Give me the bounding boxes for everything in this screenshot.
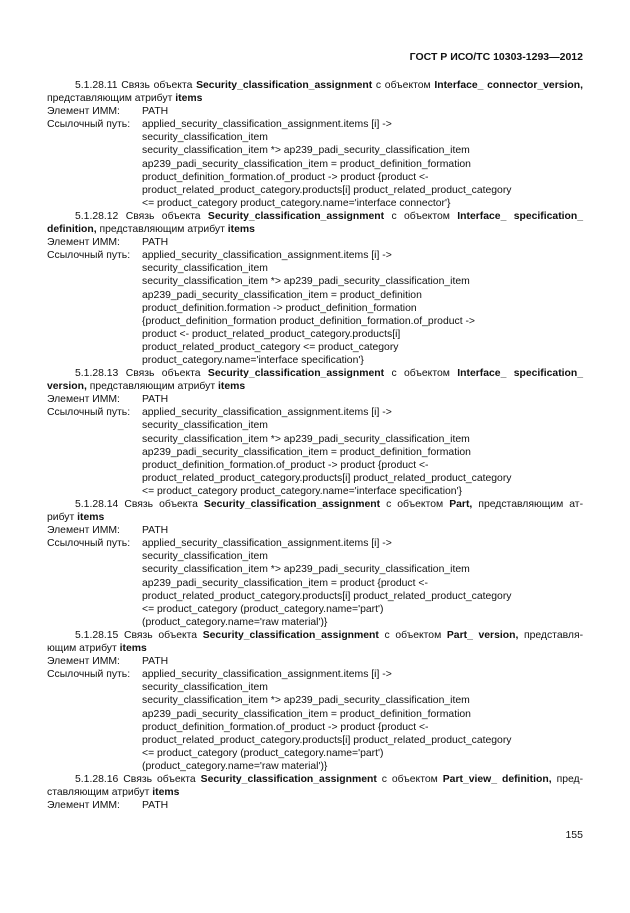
clause-text: Связь объекта bbox=[123, 629, 198, 641]
clause-number: 5.1.28.14 bbox=[75, 499, 119, 510]
clause-text: с объектом bbox=[391, 210, 450, 222]
path-line: ap239_padi_security_classification_item = product_definition_formation bbox=[142, 708, 471, 720]
clause-text: Связь объекта bbox=[125, 368, 201, 380]
clause-heading bbox=[47, 629, 583, 655]
element-label: Элемент ИММ: bbox=[47, 800, 120, 812]
path-label: Ссылочный путь: bbox=[47, 407, 131, 419]
clause-text: Связь объекта bbox=[125, 210, 201, 222]
path-line: applied_security_classification_assignment.items [i] -> bbox=[142, 407, 392, 419]
path-row bbox=[47, 406, 583, 419]
clause-text: Связь объекта bbox=[121, 80, 193, 91]
target-entity-name: Interface_ specification_ bbox=[457, 368, 584, 380]
path-line: security_classification_item *> ap239_padi_security_classification_item bbox=[142, 433, 470, 445]
target-entity-name: Interface_ connector_version, bbox=[434, 80, 583, 91]
path-line: applied_security_classification_assignment.items [i] -> bbox=[142, 669, 392, 681]
target-entity-name: Part_view_ definition, bbox=[442, 773, 552, 785]
target-entity-name: Interface_ specification_ bbox=[457, 210, 584, 222]
element-value: PATH bbox=[142, 394, 169, 406]
attribute-name: items bbox=[77, 512, 105, 524]
path-line: ap239_padi_security_classification_item = product {product <- bbox=[142, 577, 428, 589]
document-body bbox=[47, 79, 583, 812]
clause-text: представляющим атрибут bbox=[47, 93, 173, 105]
clause-5-1-28-16 bbox=[47, 773, 583, 812]
path-line: product_related_product_category <= product_category bbox=[142, 341, 399, 353]
path-line: applied_security_classification_assignment.items [i] -> bbox=[142, 538, 392, 550]
clause-text: ющим атрибут bbox=[47, 643, 117, 655]
path-label: Ссылочный путь: bbox=[47, 669, 131, 681]
path-line: security_classification_item *> ap239_padi_security_classification_item bbox=[142, 276, 470, 288]
clause-5-1-28-12 bbox=[47, 210, 583, 367]
path-line: security_classification_item *> ap239_padi_security_classification_item bbox=[142, 695, 470, 707]
path-line: applied_security_classification_assignment.items [i] -> bbox=[142, 119, 392, 131]
clause-number: 5.1.28.16 bbox=[75, 773, 119, 785]
clause-text: представляющим ат- bbox=[478, 499, 584, 510]
element-row bbox=[47, 393, 583, 406]
attribute-name: items bbox=[227, 224, 255, 236]
target-entity-name: Part_ version, bbox=[446, 629, 519, 641]
element-label: Элемент ИММ: bbox=[47, 237, 120, 249]
clause-text: представляющим атрибут bbox=[89, 381, 216, 393]
attribute-name: items bbox=[152, 787, 180, 799]
clause-text: пред- bbox=[556, 773, 584, 785]
clause-5-1-28-13 bbox=[47, 367, 583, 498]
path-label: Ссылочный путь: bbox=[47, 119, 131, 131]
attribute-name: items bbox=[175, 93, 203, 105]
clause-text: ставляющим атрибут bbox=[47, 787, 150, 799]
path-line: <= product_category product_category.name='interface specification'} bbox=[142, 485, 463, 497]
path-label: Ссылочный путь: bbox=[47, 538, 131, 550]
entity-name: Security_classification_assignment bbox=[203, 499, 381, 510]
clause-text: с объектом bbox=[391, 368, 450, 380]
path-row bbox=[47, 668, 583, 681]
target-entity-name-cont: version, bbox=[47, 381, 87, 393]
path-line: security_classification_item bbox=[142, 682, 268, 694]
clause-text: с объектом bbox=[384, 629, 442, 641]
clause-5-1-28-14 bbox=[47, 498, 583, 629]
path-line: product_related_product_category.products[i] product_related_product_category bbox=[142, 734, 512, 746]
path-line: <= product_category (product_category.name='part') bbox=[142, 603, 384, 615]
element-value: PATH bbox=[142, 525, 169, 537]
target-entity-name-cont: definition, bbox=[47, 224, 97, 236]
path-line: (product_category.name='raw material')} bbox=[142, 616, 328, 628]
path-line: security_classification_item *> ap239_padi_security_classification_item bbox=[142, 564, 470, 576]
path-line: product <- product_related_product_category.products[i] bbox=[142, 328, 401, 340]
clause-text: Связь объекта bbox=[123, 773, 196, 785]
path-line: {product_definition_formation product_definition_formation.of_product -> bbox=[142, 315, 476, 327]
path-row bbox=[47, 537, 583, 550]
path-line: product_definition_formation.of_product -> product {product <- bbox=[142, 459, 429, 471]
entity-name: Security_classification_assignment bbox=[207, 368, 385, 380]
entity-name: Security_classification_assignment bbox=[207, 210, 385, 222]
clause-number: 5.1.28.12 bbox=[75, 210, 119, 222]
path-line: security_classification_item bbox=[142, 132, 268, 144]
path-line: security_classification_item bbox=[142, 551, 268, 563]
clause-5-1-28-11 bbox=[47, 79, 583, 210]
element-label: Элемент ИММ: bbox=[47, 525, 120, 537]
element-row bbox=[47, 236, 583, 249]
clause-number: 5.1.28.13 bbox=[75, 368, 119, 380]
path-line: ap239_padi_security_classification_item = product_definition_formation bbox=[142, 446, 471, 458]
entity-name: Security_classification_assignment bbox=[196, 80, 373, 91]
page-number: 155 bbox=[565, 829, 583, 841]
attribute-name: items bbox=[119, 643, 147, 655]
path-line: product_definition_formation.of_product -> product {product <- bbox=[142, 721, 429, 733]
element-value: PATH bbox=[142, 106, 169, 118]
element-label: Элемент ИММ: bbox=[47, 656, 120, 668]
path-line: security_classification_item bbox=[142, 263, 268, 275]
clause-heading bbox=[47, 773, 583, 799]
path-line: applied_security_classification_assignment.items [i] -> bbox=[142, 250, 392, 262]
element-label: Элемент ИММ: bbox=[47, 394, 120, 406]
element-row bbox=[47, 799, 583, 812]
path-line: product_definition.formation -> product_definition_formation bbox=[142, 302, 417, 314]
clause-5-1-28-15 bbox=[47, 629, 583, 773]
path-line: ap239_padi_security_classification_item = product_definition bbox=[142, 289, 422, 301]
attribute-name: items bbox=[218, 381, 246, 393]
path-row bbox=[47, 249, 583, 262]
path-line: product_related_product_category.products[i] product_related_product_category bbox=[142, 184, 512, 196]
clause-text: с объектом bbox=[386, 499, 444, 510]
element-value: PATH bbox=[142, 656, 169, 668]
path-line: product_category.name='interface specification'} bbox=[142, 354, 364, 366]
element-value: PATH bbox=[142, 237, 169, 249]
path-line: security_classification_item bbox=[142, 420, 268, 432]
path-line: (product_category.name='raw material')} bbox=[142, 760, 328, 772]
clause-text: представля- bbox=[523, 629, 584, 641]
clause-text: рибут bbox=[47, 512, 75, 524]
standard-header: ГОСТ Р ИСО/ТС 10303-1293—2012 bbox=[409, 51, 583, 63]
clause-text: Связь объекта bbox=[124, 499, 198, 510]
element-row bbox=[47, 655, 583, 668]
clause-number: 5.1.28.15 bbox=[75, 629, 119, 641]
element-row bbox=[47, 524, 583, 537]
path-line: <= product_category (product_category.name='part') bbox=[142, 747, 384, 759]
entity-name: Security_classification_assignment bbox=[200, 773, 377, 785]
element-value: PATH bbox=[142, 800, 169, 812]
clause-text: с объектом bbox=[375, 80, 431, 91]
path-line: product_related_product_category.products[i] product_related_product_category bbox=[142, 590, 512, 602]
clause-text: с объектом bbox=[381, 773, 438, 785]
path-line: product_definition_formation.of_product -> product {product <- bbox=[142, 171, 429, 183]
clause-heading bbox=[47, 210, 583, 236]
path-line: <= product_category product_category.name='interface connector'} bbox=[142, 197, 451, 209]
clause-heading bbox=[47, 498, 583, 524]
path-line: security_classification_item *> ap239_padi_security_classification_item bbox=[142, 145, 470, 157]
clause-number: 5.1.28.11 bbox=[75, 80, 118, 91]
path-line: product_related_product_category.products[i] product_related_product_category bbox=[142, 472, 512, 484]
element-row bbox=[47, 105, 583, 118]
clause-heading bbox=[47, 79, 583, 105]
path-line: ap239_padi_security_classification_item = product_definition_formation bbox=[142, 158, 471, 170]
target-entity-name: Part, bbox=[449, 499, 473, 510]
element-label: Элемент ИММ: bbox=[47, 106, 120, 118]
path-label: Ссылочный путь: bbox=[47, 250, 131, 262]
path-row bbox=[47, 118, 583, 131]
clause-heading bbox=[47, 367, 583, 393]
entity-name: Security_classification_assignment bbox=[202, 629, 379, 641]
clause-text: представляющим атрибут bbox=[99, 224, 225, 236]
